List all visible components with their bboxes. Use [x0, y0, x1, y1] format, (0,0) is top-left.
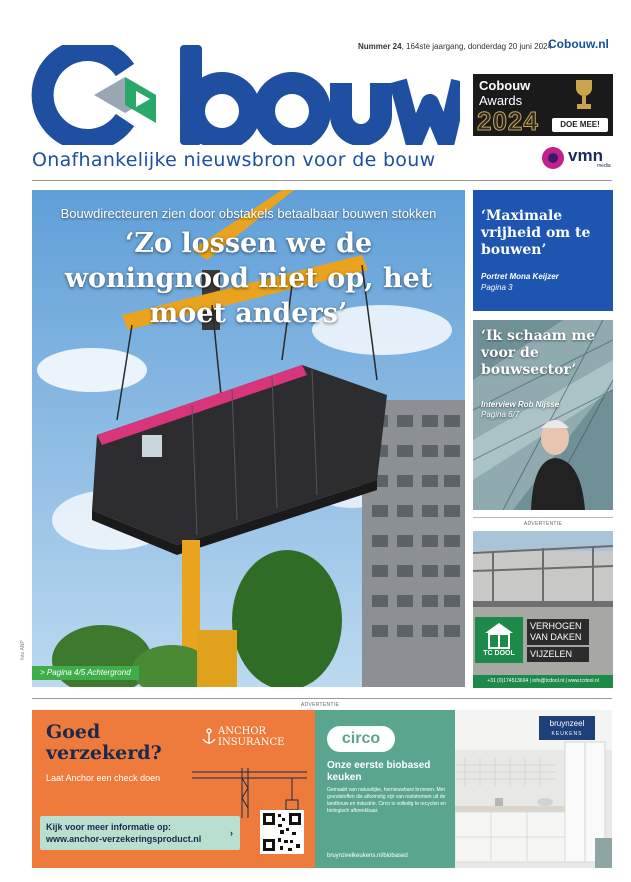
qr-code-icon[interactable]: [260, 810, 304, 854]
side-story-quote: ‘Maximale vrijheid om te bouwen’: [481, 208, 591, 258]
bruynzeel-brand: bruynzeel: [549, 719, 585, 728]
bruynzeel-sub: KEUKENS: [551, 731, 583, 737]
chevron-right-icon: ›: [230, 828, 233, 838]
anchor-cta-line-1: Kijk voor meer informatie op:: [46, 822, 172, 832]
awards-year: 2024: [477, 106, 539, 136]
awards-brand: Cobouw: [479, 78, 531, 93]
vmn-name: vmn: [568, 146, 603, 165]
divider: [473, 517, 613, 518]
bruynzeel-logo: [539, 716, 595, 740]
divider: [32, 698, 612, 699]
side-story-rob-nijsse[interactable]: [473, 320, 613, 510]
issue-number: Nummer 24: [358, 42, 402, 51]
tcdool-name: TC DOOL: [483, 650, 515, 657]
side-story-subtitle: Interview Rob Nijsse: [481, 400, 560, 409]
cobouw-logo[interactable]: [30, 45, 460, 145]
masthead: [0, 0, 631, 182]
vmn-logo[interactable]: [540, 146, 615, 170]
anchor-cta[interactable]: [40, 816, 240, 850]
tcdool-line-1: VERHOGEN VAN DAKEN: [527, 619, 589, 645]
divider: [32, 180, 612, 181]
anchor-logo-line-1: ANCHOR: [218, 726, 267, 737]
lead-headline[interactable]: ‘Zo lossen we de woningnood niet op, het moet anders’: [64, 228, 433, 329]
circo-headline: Onze eerste biobased keuken: [327, 760, 431, 783]
anchor-subline: Laat Anchor een check doen: [46, 773, 161, 783]
crane-illustration-icon: [182, 758, 312, 818]
awards-banner[interactable]: [473, 74, 613, 136]
anchor-logo: [218, 726, 284, 748]
lead-page-ref[interactable]: > Pagina 4/5 Achtergrond: [32, 666, 139, 680]
advertisement-label: ADVERTENTIE: [300, 702, 340, 708]
circo-logo: circo: [327, 726, 395, 752]
vmn-sub: media: [597, 163, 611, 169]
tcdool-brand: [475, 617, 523, 663]
advertisement-label: ADVERTENTIE: [523, 521, 563, 527]
side-story-page: Pagina 3: [481, 283, 513, 292]
tcdool-line-2: VIJZELEN: [527, 647, 589, 662]
awards-cta-button[interactable]: DOE MEE!: [552, 118, 608, 132]
side-story-subtitle: Portret Mona Keijzer: [481, 272, 559, 281]
site-url-link[interactable]: Cobouw.nl: [548, 37, 609, 51]
side-story-mona-keijzer[interactable]: [473, 190, 613, 311]
side-story-quote: ‘Ik schaam me voor de bouwsector’: [481, 328, 596, 378]
side-story-page: Pagina 6/7: [481, 410, 520, 419]
trophy-icon: [569, 78, 599, 114]
lead-story[interactable]: [32, 190, 465, 687]
awards-title: Awards: [479, 93, 523, 108]
photo-credit: foto ANP: [20, 640, 26, 660]
anchor-logo-line-2: INSURANCE: [218, 737, 285, 748]
building-icon: [475, 619, 523, 651]
ad-bruynzeel-kitchen[interactable]: [455, 710, 612, 868]
issue-details: , 164ste jaargang, donderdag 20 juni 2024: [401, 42, 552, 51]
anchor-cta-line-2[interactable]: www.anchor-verzekeringsproduct.nl: [46, 834, 202, 844]
circo-url[interactable]: bruynzeelkeukens.nl/biobased: [327, 853, 408, 859]
ad-circo[interactable]: [315, 710, 455, 868]
anchor-icon: [202, 728, 216, 746]
tcdool-photo: [473, 531, 613, 688]
circo-body: Gemaakt van natuurlijke, hernieuwbare bronnen. Met grondstoffen die afkomstig zijn van reststromen uit de landbouw en industrie. Circo is volledig te recyclen en biologisch afbreekbaar.: [327, 787, 446, 814]
vmn-mark-icon: [540, 146, 566, 170]
ad-anchor-insurance[interactable]: [32, 710, 315, 868]
lead-kicker: Bouwdirecteuren zien door obstakels betaalbaar bouwen stokken: [60, 206, 437, 221]
tagline: Onafhankelijke nieuwsbron voor de bouw: [32, 149, 436, 171]
anchor-headline: Goed verzekerd?: [46, 721, 162, 764]
tcdool-contact[interactable]: +31 (0)174513694 | info@tcdool.nl | www.tcdool.nl: [473, 675, 613, 688]
ad-tcdool[interactable]: [473, 531, 613, 688]
